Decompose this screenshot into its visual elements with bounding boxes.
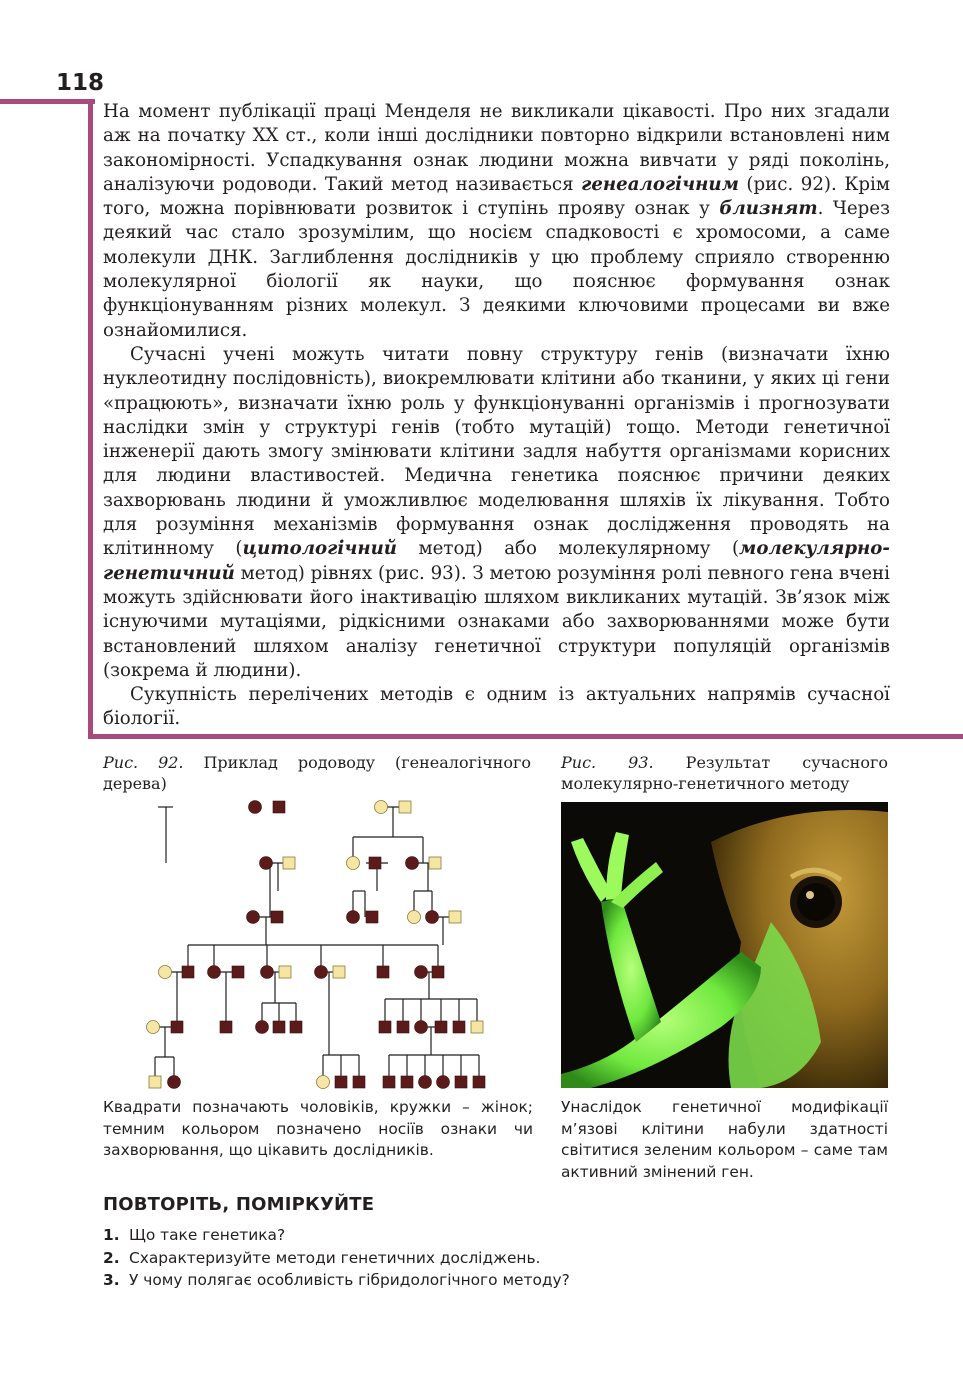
question-item — [103, 1224, 570, 1247]
question-item — [103, 1247, 570, 1270]
text-run: Сучасні учені можуть читати повну структуру генів (визначати їхню нуклеотидну послідовність), виокремлювати клітини або тканини, у яких ці гени «працюють», визначати їхню роль у функціонуванні організмів і прогнозувати наслідки змін у структурі генів (тобто мутацій) тощо. Методи генетичної інженерії дають змогу змінювати клітини задля набуття організмами корисних для людини властивостей. Медична генетика пояснює причини деяких захворювань людини й уможливлює моделювання шляхів їх лікування. Тобто для розуміння механізмів формування ознак дослідження проводять на клітинному ( — [103, 343, 890, 560]
paragraph-3 — [103, 683, 890, 732]
frog-illustration — [561, 802, 888, 1088]
text-run: метод) або молекулярному ( — [397, 538, 740, 560]
review-questions — [103, 1224, 570, 1292]
paragraph-2 — [103, 343, 890, 683]
figure-92-caption-text: Приклад родоводу (генеалогічного дерева) — [103, 753, 531, 793]
emphasized-term: генеалогічним — [581, 173, 739, 195]
accent-rule-bottom — [88, 734, 963, 739]
emphasized-term: близнят — [719, 198, 818, 220]
figure-93-caption — [561, 752, 888, 794]
accent-rule-top — [0, 99, 95, 104]
question-number: 3. — [103, 1271, 120, 1289]
page-number: 118 — [56, 70, 105, 96]
text-run: На момент публікації праці Менделя не викликали цікавості. Про них згадали аж на початку XX ст., коли інші дослідники повторно відкрили встановлені ним закономірності. Успадкування ознак людини можна вивчати у ряді поколінь, аналізуючи родоводи. Такий метод називається — [103, 101, 890, 195]
emphasized-term: молекулярно-генетичний — [103, 538, 890, 584]
text-run: Сукупність перелічених методів є одним із актуальних напрямів сучасної біології. — [103, 684, 890, 730]
question-number: 1. — [103, 1226, 120, 1244]
text-run: . Через деякий час стало зрозумілим, що носієм спадковості є хромосоми, а саме молекули ДНК. Заглиблення дослідників у цю проблему сприяло створенню молекулярної біології як науки, що пояснює формування ознак функціонуванням різних молекул. З деякими ключовими процесами ви вже ознайомилися. — [103, 198, 890, 341]
figure-92-label: Рис. 92. — [103, 753, 184, 772]
question-text: У чому полягає особливість гібридологічного методу? — [129, 1271, 570, 1289]
figure-93-caption-text: Результат сучасного молекулярно-генетичного методу — [561, 753, 888, 793]
question-number: 2. — [103, 1248, 120, 1267]
question-item — [103, 1269, 570, 1292]
question-text: Що таке генетика? — [129, 1226, 286, 1244]
paragraph-1 — [103, 100, 890, 343]
pedigree-lines — [153, 807, 479, 1081]
emphasized-term: цитологічний — [242, 538, 398, 560]
figure-92-caption — [103, 752, 531, 794]
figure-93-label: Рис. 93. — [561, 753, 654, 772]
review-section-title: ПОВТОРІТЬ, ПОМІРКУЙТЕ — [103, 1194, 375, 1215]
main-text — [103, 100, 890, 732]
figure-93-note: Унаслідок генетичної модифікації м’язові клітини набули здатності світитися зеленим кольором – саме там активний змінений ген. — [561, 1098, 888, 1181]
frog-photo — [561, 802, 888, 1088]
text-run: метод) рівнях (рис. 93). З метою розуміння ролі певного гена вчені можуть здійснювати його інактивацію шляхом викликаних мутацій. Зв’язок між існуючими мутаціями, рідкісними ознаками або захворюваннями може бути встановлений шляхом аналізу генетичної структури популяцій організмів (зокрема й людини). — [103, 562, 890, 681]
question-text: Схарактеризуйте методи генетичних досліджень. — [129, 1248, 541, 1267]
pedigree-diagram — [103, 795, 503, 1090]
accent-rule-left — [88, 99, 93, 738]
figure-92-legend: Квадрати позначають чоловіків, кружки – жінок; темним кольором позначено носіїв ознаки чи захворювання, що цікавить дослідників. — [103, 1098, 533, 1159]
text-run: (рис. 92). Крім того, можна порівнювати розвиток і ступінь прояву ознак у — [103, 173, 891, 220]
